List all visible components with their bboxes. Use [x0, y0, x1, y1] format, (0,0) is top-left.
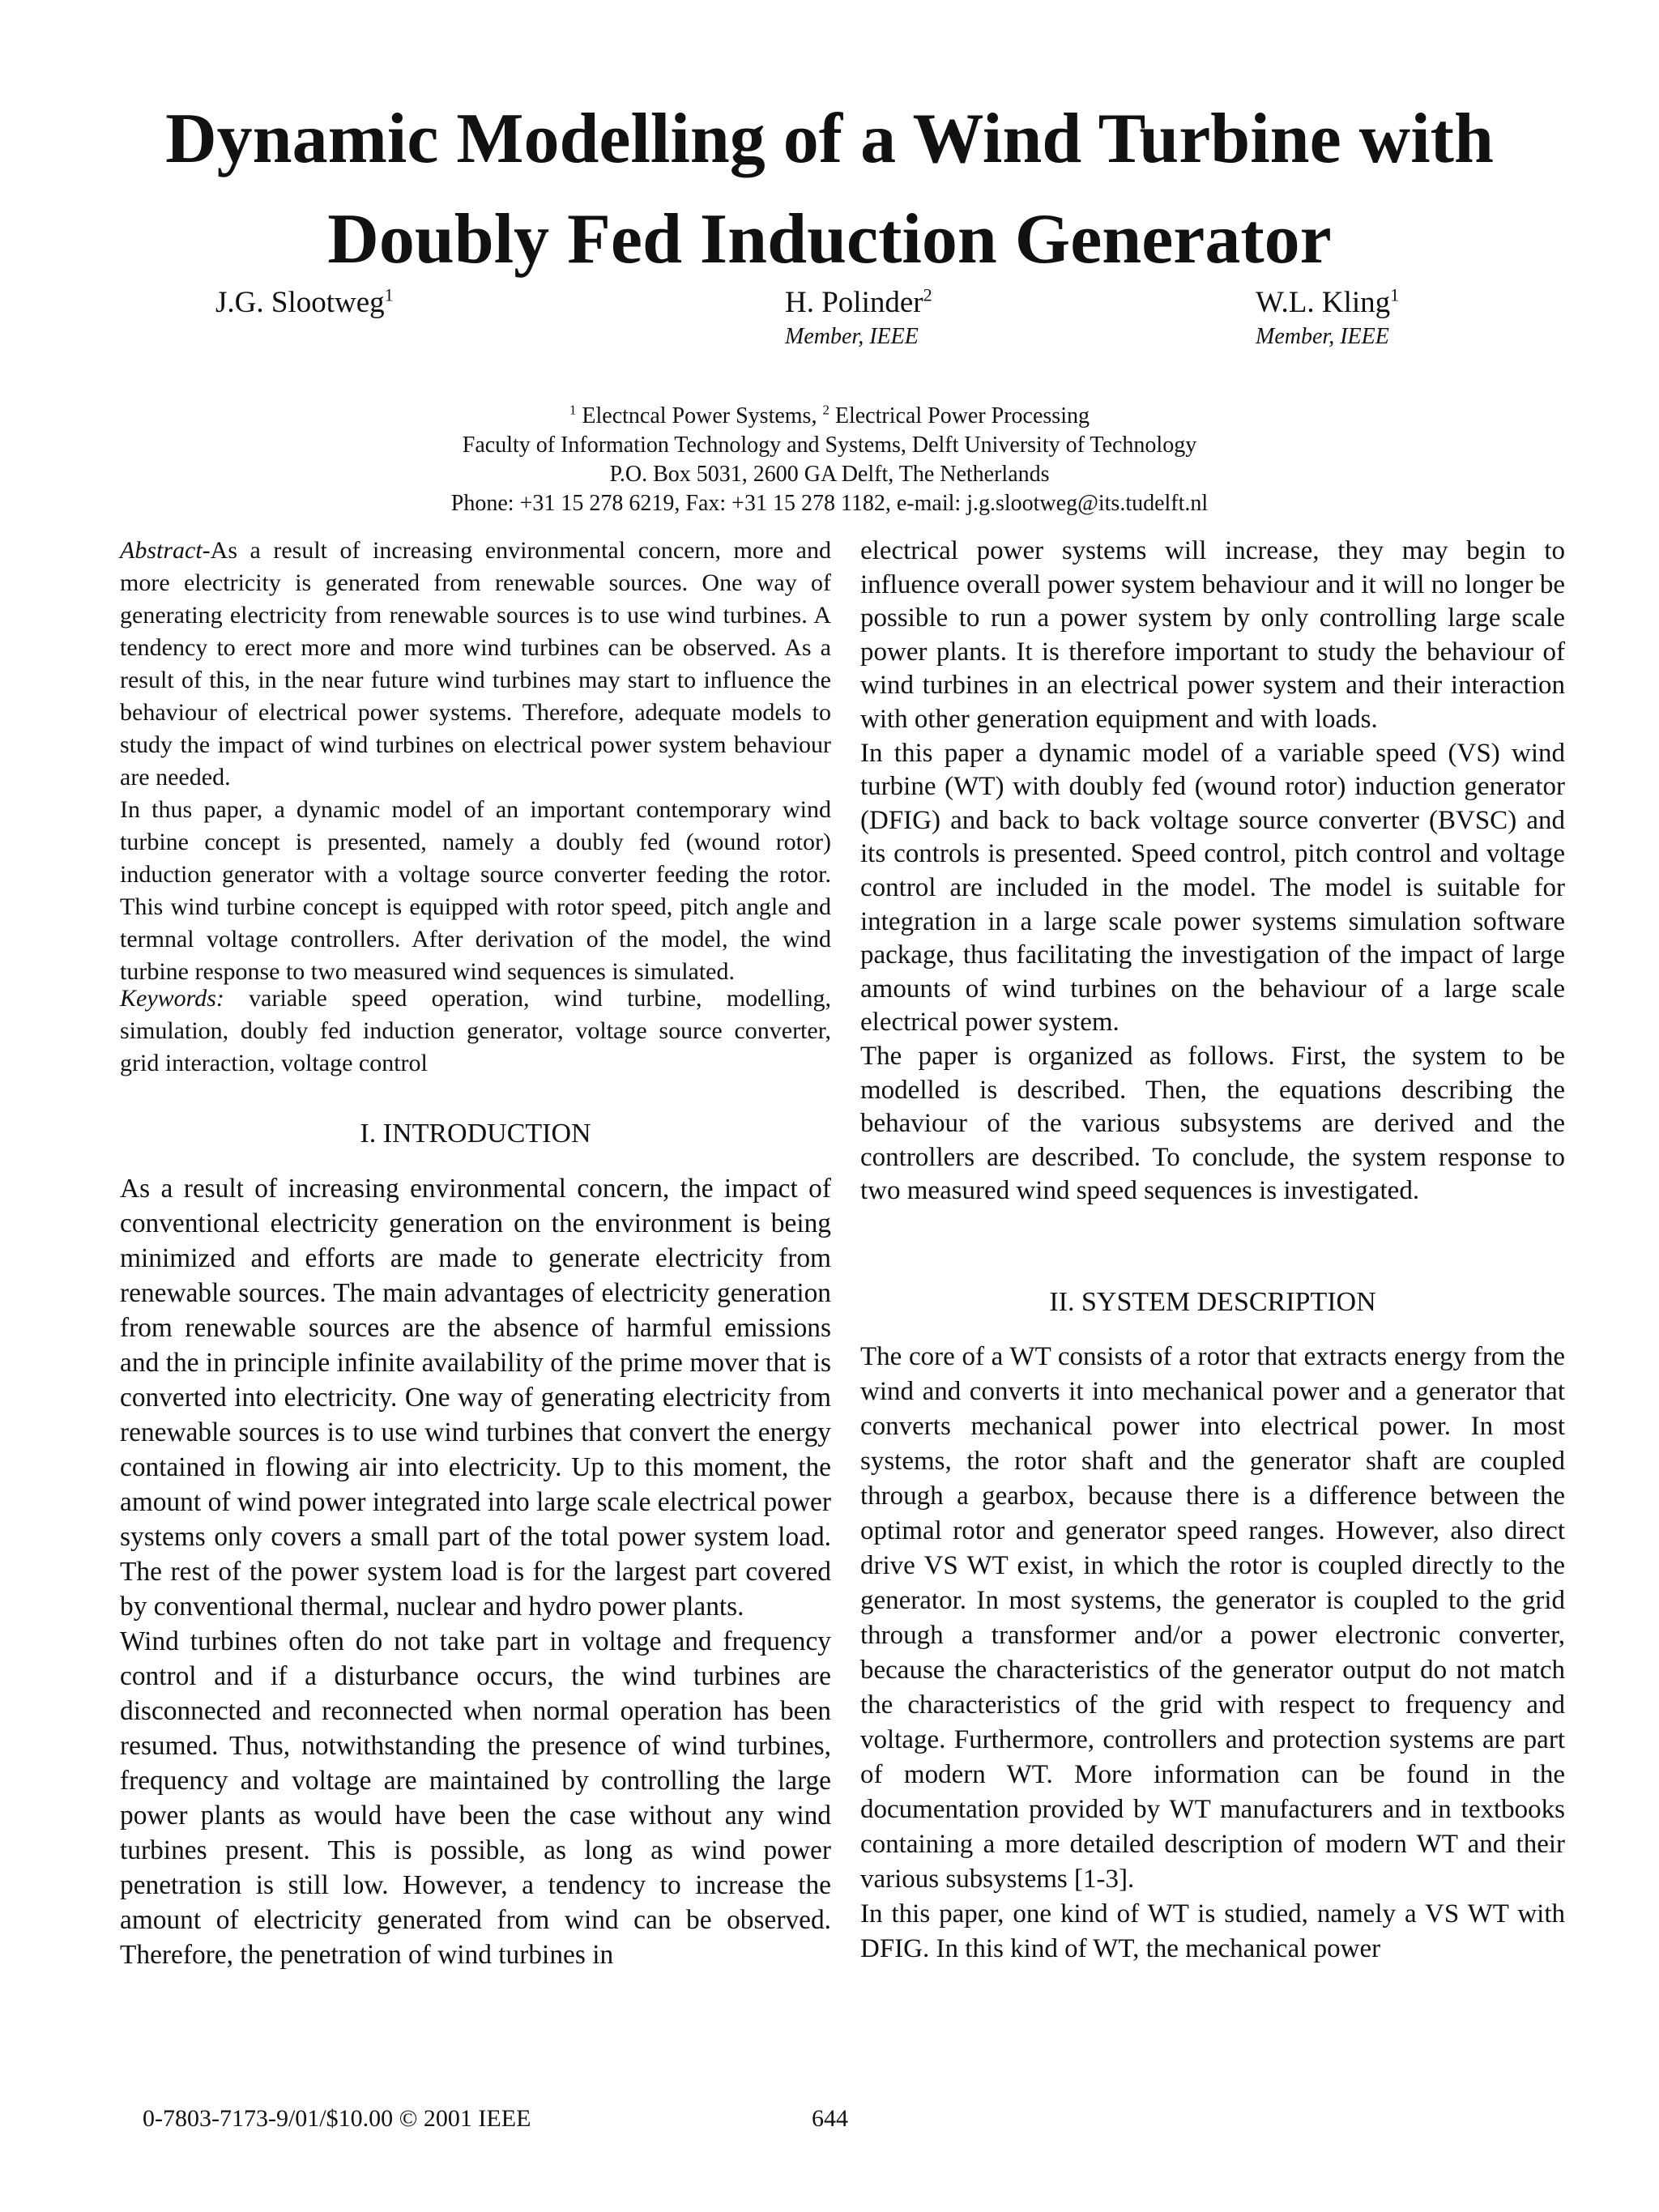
- abstract-label: Abstract-: [120, 537, 211, 564]
- author-name: J.G. Slootweg: [215, 286, 385, 319]
- affiliation-departments: $^1$ Electncal Power Systems, $^2$ Electrical Power Processing: [569, 402, 1090, 428]
- author-affiliation-mark: 1: [1390, 284, 1400, 305]
- author-polinder: [785, 285, 932, 353]
- keywords-label: Keywords:: [120, 985, 224, 1012]
- introduction-left-column: [120, 1171, 831, 1972]
- section-heading-system-description: II. SYSTEM DESCRIPTION: [1049, 1287, 1376, 1317]
- system-description-paragraph-1: The core of a WT consists of a rotor that extracts energy from the wind and converts it into mechanical power and a generator that converts mechanical power into electrical power. In most systems, the rotor shaft and the generator shaft are coupled through a gearbox, because there is a difference between the optimal rotor and generator speed ranges. However, also direct drive VS WT exist, in which the rotor is coupled directly to the generator. In most systems, the generator is coupled to the grid through a transformer and/or a power electronic converter, because the characteristics of the generator output do not match the characteristics of the grid with respect to frequency and voltage. Furthermore, controllers and protection systems are part of modern WT. More information can be found in the documentation provided by WT manufacturers and in textbooks containing a more detailed description of modern WT and their various subsystems [1-3].: [860, 1342, 1565, 1894]
- introduction-paragraph-2: Wind turbines often do not take part in voltage and frequency control and if a disturbance occurs, the wind turbines are disconnected and reconnected when normal operation has been resumed. Thus, notwithstanding the presence of wind turbines, frequency and voltage are maintained by controlling the large power plants as would have been the case without any wind turbines present. This is possible, as long as wind power penetration is still low. However, a tendency to increase the amount of electricity generated from wind can be observed. Therefore, the penetration of wind turbines in: [120, 1626, 831, 1970]
- author-name: H. Polinder: [785, 286, 923, 319]
- keywords-text: variable speed operation, wind turbine, modelling, simulation, doubly fed induction generator, voltage source converter, grid interaction, voltage control: [120, 985, 831, 1076]
- abstract-paragraph-1: As a result of increasing environmental concern, more and more electricity is generated from renewable sources. One way of generating electricity from renewable sources is to use wind turbines. A tendency to erect more and more wind turbines can be observed. As a result of this, in the near future wind turbines may start to influence the behaviour of electrical power systems. Therefore, adequate models to study the impact of wind turbines on electrical power system behaviour are needed.: [120, 537, 831, 791]
- system-description-column: [860, 1340, 1565, 1967]
- title-line-2: Doubly Fed Induction Generator: [327, 200, 1332, 279]
- introduction-paragraph-5: The paper is organized as follows. First, the system to be modelled is described. Then, the equations describing the behaviour of the various subsystems are derived and the controllers are described. To conclude, the system response to two measured wind speed sequences is investigated.: [860, 1041, 1565, 1206]
- affiliation-faculty: Faculty of Information Technology and Systems, Delft University of Technology: [462, 433, 1197, 458]
- author-affiliation-mark: 1: [384, 284, 394, 305]
- introduction-paragraph-1: As a result of increasing environmental concern, the impact of conventional electricity generation on the environment is being minimized and efforts are made to generate electricity from renewable sources. The main advantages of electricity generation from renewable sources are the absence of harmful emissions and the in principle infinite availability of the prime mover that is converted into electricity. One way of generating electricity from renewable sources is to use wind turbines that convert the energy contained in flowing air into electricity. Up to this moment, the amount of wind power integrated into large scale electrical power systems only covers a small part of the total power system load. The rest of the power system load is for the largest part covered by conventional thermal, nuclear and hydro power plants.: [120, 1174, 831, 1622]
- author-membership: Member, IEEE: [1256, 324, 1389, 349]
- author-membership: Member, IEEE: [785, 324, 919, 349]
- system-description-paragraph-2: In this paper, one kind of WT is studied, namely a VS WT with DFIG. In this kind of WT, the mechanical power: [860, 1899, 1565, 1963]
- author-slootweg: [215, 285, 394, 321]
- author-affiliation-mark: 2: [923, 284, 932, 305]
- introduction-paragraph-4: In this paper a dynamic model of a variable speed (VS) wind turbine (WT) with doubly fed (wound rotor) induction generator (DFIG) and back to back voltage source converter (BVSC) and its controls is presented. Speed control, pitch control and voltage control are included in the model. The model is suitable for integration in a large scale power systems simulation software package, thus facilitating the investigation of the impact of large amounts of wind turbines on the behaviour of a large scale electrical power system.: [860, 738, 1565, 1038]
- affiliation-block: [0, 402, 1659, 518]
- page-number: 644: [812, 2105, 848, 2132]
- affiliation-contact: Phone: +31 15 278 6219, Fax: +31 15 278 1182, e-mail: j.g.slootweg@its.tudelft.nl: [450, 491, 1209, 516]
- section-heading-introduction: I. INTRODUCTION: [360, 1119, 591, 1149]
- keywords: [120, 982, 831, 1080]
- abstract: [120, 535, 831, 988]
- introduction-paragraph-3: electrical power systems will increase, they may begin to influence overall power system behaviour and it will no longer be possible to run a power system by only controlling large scale power plants. It is therefore important to study the behaviour of wind turbines in an electrical power system and their interaction with other generation equipment and with loads.: [860, 536, 1565, 734]
- copyright-notice: 0-7803-7173-9/01/$10.00 © 2001 IEEE: [143, 2105, 531, 2132]
- author-kling: [1256, 285, 1399, 353]
- introduction-right-column: [860, 535, 1565, 1208]
- title-line-1: Dynamic Modelling of a Wind Turbine with: [165, 100, 1494, 178]
- affiliation-address: P.O. Box 5031, 2600 GA Delft, The Netherlands: [609, 462, 1050, 487]
- author-name: W.L. Kling: [1256, 286, 1391, 319]
- paper-title: [0, 89, 1659, 290]
- abstract-paragraph-2: In thus paper, a dynamic model of an important contemporary wind turbine concept is presented, namely a doubly fed (wound rotor) induction generator with a voltage source converter feeding the rotor. This wind turbine concept is equipped with rotor speed, pitch angle and termnal voltage controllers. After derivation of the model, the wind turbine response to two measured wind sequences is simulated.: [120, 796, 831, 985]
